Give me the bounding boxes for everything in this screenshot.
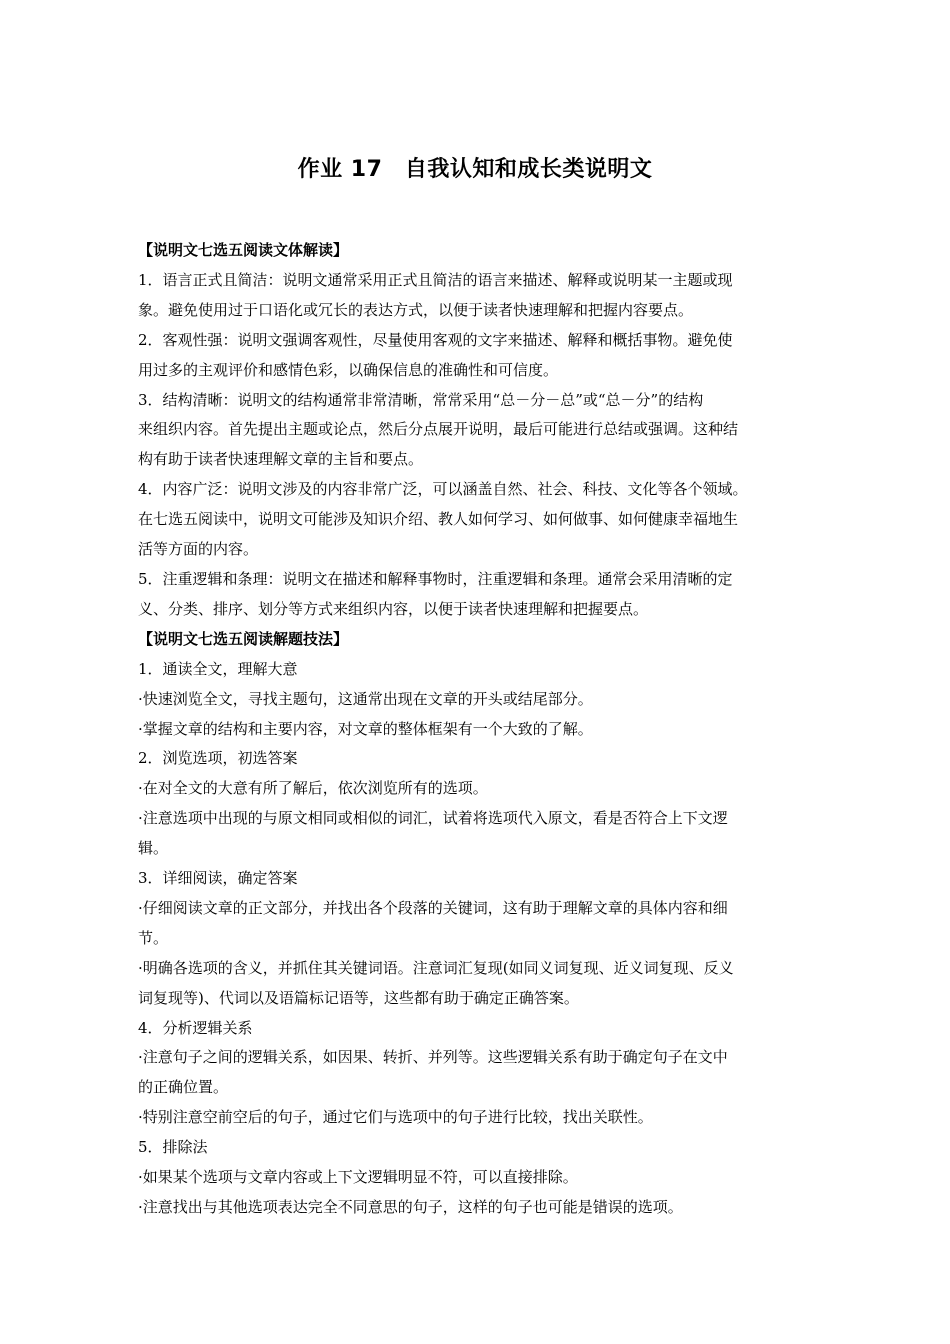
technique-bullet-continuation: 辑。: [138, 839, 169, 858]
list-item-continuation: 象。避免使用过于口语化或冗长的表达方式，以便于读者快速理解和把握内容要点。: [138, 300, 694, 319]
section-heading-genre: 【说明文七选五阅读文体解读】: [138, 241, 349, 259]
technique-step: 1．通读全文，理解大意: [138, 659, 298, 678]
list-item-continuation: 活等方面的内容。: [138, 540, 259, 559]
technique-step: 4．分析逻辑关系: [138, 1018, 253, 1037]
list-item-continuation: 用过多的主观评价和感情色彩，以确保信息的准确性和可信度。: [138, 360, 559, 379]
list-item: 1．语言正式且简洁：说明文通常采用正式且简洁的语言来描述、解释或说明某一主题或现: [138, 270, 733, 289]
list-item-continuation: 义、分类、排序、划分等方式来组织内容，以便于读者快速理解和把握要点。: [138, 599, 649, 618]
technique-bullet: ·仔细阅读文章的正文部分，并找出各个段落的关键词，这有助于理解文章的具体内容和细: [138, 898, 728, 917]
list-item-continuation: 在七选五阅读中，说明文可能涉及知识介绍、教人如何学习、如何做事、如何健康幸福地生: [138, 510, 739, 529]
page-title: 作业 17 自我认知和成长类说明文: [297, 157, 653, 182]
list-item: 2．客观性强：说明文强调客观性，尽量使用客观的文字来描述、解释和概括事物。避免使: [138, 330, 733, 349]
list-item: 4．内容广泛：说明文涉及的内容非常广泛，可以涵盖自然、社会、科技、文化等各个领域。: [138, 480, 748, 499]
technique-step: 5．排除法: [138, 1138, 208, 1157]
technique-bullet: ·注意找出与其他选项表达完全不同意思的句子，这样的句子也可能是错误的选项。: [138, 1198, 683, 1216]
technique-bullet: ·明确各选项的含义，并抓住其关键词语。注意词汇复现(如同义词复现、近义词复现、反义: [138, 958, 734, 977]
technique-bullet: ·掌握文章的结构和主要内容，对文章的整体框架有一个大致的了解。: [138, 719, 593, 738]
technique-step: 3．详细阅读，确定答案: [138, 869, 298, 888]
technique-bullet-continuation: 节。: [138, 928, 169, 947]
list-item: 3．结构清晰：说明文的结构通常非常清晰，常常采用“总－分－总”或“总－分”的结构: [138, 390, 704, 409]
technique-step: 2．浏览选项，初选答案: [138, 749, 298, 768]
technique-bullet: ·快速浏览全文，寻找主题句，这通常出现在文章的开头或结尾部分。: [138, 689, 593, 708]
technique-bullet: ·注意句子之间的逻辑关系，如因果、转折、并列等。这些逻辑关系有助于确定句子在文中: [138, 1048, 728, 1067]
technique-bullet: ·特别注意空前空后的句子，通过它们与选项中的句子进行比较，找出关联性。: [138, 1108, 653, 1127]
technique-bullet: ·注意选项中出现的与原文相同或相似的词汇，试着将选项代入原文，看是否符合上下文逻: [138, 809, 728, 828]
technique-bullet: ·在对全文的大意有所了解后，依次浏览所有的选项。: [138, 779, 488, 798]
section-heading-techniques: 【说明文七选五阅读解题技法】: [138, 629, 349, 648]
list-item-continuation: 构有助于读者快速理解文章的主旨和要点。: [138, 450, 424, 469]
technique-bullet: ·如果某个选项与文章内容或上下文逻辑明显不符，可以直接排除。: [138, 1168, 578, 1187]
technique-bullet-continuation: 的正确位置。: [138, 1078, 229, 1097]
list-item: 5．注重逻辑和条理：说明文在描述和解释事物时，注重逻辑和条理。通常会采用清晰的定: [138, 569, 733, 588]
technique-bullet-continuation: 词复现等)、代词以及语篇标记语等，这些都有助于确定正确答案。: [138, 988, 579, 1007]
list-item-continuation: 来组织内容。首先提出主题或论点，然后分点展开说明，最后可能进行总结或强调。这种结: [138, 420, 739, 439]
document-body: [138, 236, 818, 1223]
